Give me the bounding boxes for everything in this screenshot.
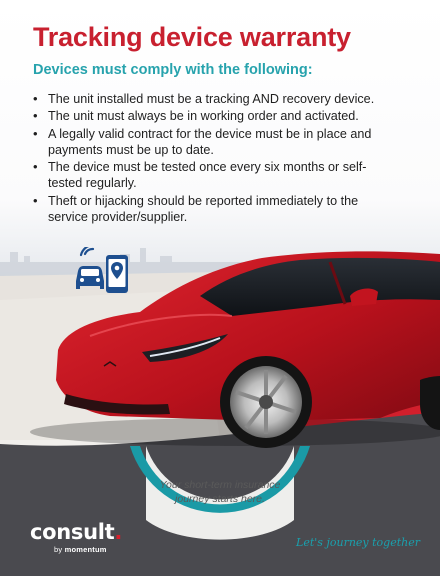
page-subtitle: Devices must comply with the following: [33, 62, 313, 78]
list-item: • The device must be tested once every six months or self-tested regularly. [33, 159, 383, 192]
brand-name: consult [30, 520, 115, 544]
list-item: • The unit installed must be a tracking AND recovery device. [33, 91, 383, 107]
slogan: Let's journey together [296, 536, 420, 549]
requirements-list [33, 91, 383, 226]
list-item: • A legally valid contract for the device must be in place and payments must be up to date. [33, 126, 383, 159]
list-item: • The unit must always be in working order and activated. [33, 108, 383, 124]
brand-by-prefix: by [54, 545, 63, 554]
brand-logo [30, 520, 122, 544]
brand-byline [54, 545, 107, 554]
brand-dot: . [114, 520, 123, 544]
tracking-device-icon [72, 247, 134, 297]
tagline [150, 478, 290, 506]
list-item: • Theft or hijacking should be reported immediately to the service provider/supplier. [33, 193, 383, 226]
tagline-line-1: Your short-term insurance [159, 479, 281, 491]
page-title: Tracking device warranty [33, 22, 351, 52]
brand-by-name: momentum [64, 545, 107, 554]
tagline-line-2: journey starts here. [175, 493, 265, 505]
